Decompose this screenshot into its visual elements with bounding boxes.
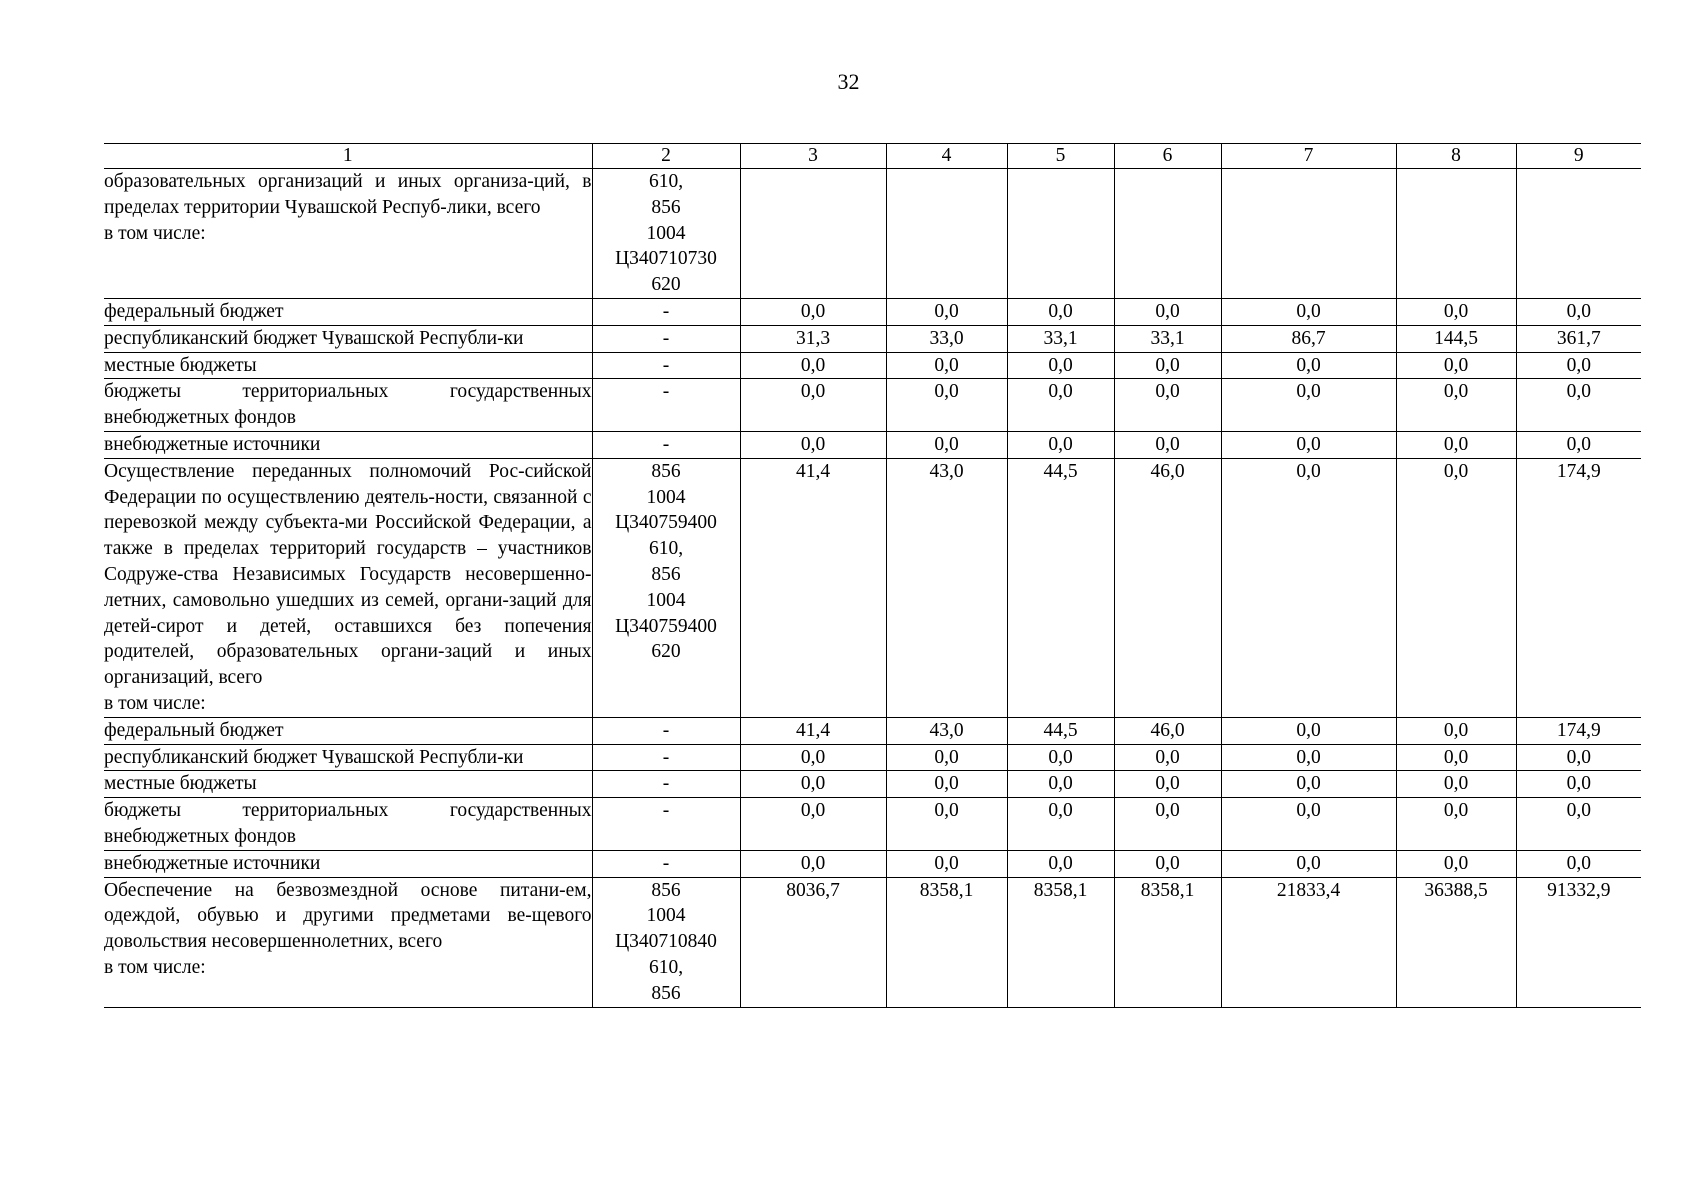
table-row [104, 877, 1641, 1007]
row-value: 0,0 [1114, 298, 1221, 325]
column-number: 3 [740, 144, 886, 169]
row-value: 0,0 [740, 379, 886, 432]
row-name-text: федеральный бюджет [104, 300, 284, 322]
row-value: 0,0 [740, 431, 886, 458]
row-value: 0,0 [740, 298, 886, 325]
row-name [104, 352, 592, 379]
row-value: 0,0 [1007, 352, 1114, 379]
row-value: 0,0 [1007, 298, 1114, 325]
row-name-text: федеральный бюджет [104, 719, 284, 741]
row-value: 33,1 [1114, 325, 1221, 352]
row-name-text: внебюджетные источники [104, 433, 321, 455]
row-value: 0,0 [1114, 771, 1221, 798]
row-value: 174,9 [1516, 717, 1641, 744]
row-value [1221, 169, 1396, 299]
row-value: 0,0 [1516, 744, 1641, 771]
row-value: 33,1 [1007, 325, 1114, 352]
row-name-subtext: в том числе: [104, 222, 206, 244]
row-value: 0,0 [740, 850, 886, 877]
row-value: 43,0 [886, 717, 1007, 744]
row-name [104, 877, 592, 1007]
row-name [104, 169, 592, 299]
row-name-text: местные бюджеты [104, 773, 257, 795]
row-value: 361,7 [1516, 325, 1641, 352]
row-value: 0,0 [1396, 431, 1516, 458]
row-value: 0,0 [1221, 744, 1396, 771]
row-value: 0,0 [1221, 431, 1396, 458]
row-value: 0,0 [740, 744, 886, 771]
row-value: 0,0 [1396, 850, 1516, 877]
row-name-text: республиканский бюджет Чувашской Республи-ки [104, 327, 524, 349]
row-name-text: местные бюджеты [104, 354, 257, 376]
row-value: 0,0 [1396, 458, 1516, 717]
row-value: 0,0 [1396, 379, 1516, 432]
row-value: 44,5 [1007, 717, 1114, 744]
row-code: - [592, 744, 740, 771]
table-row [104, 431, 1641, 458]
column-number: 7 [1221, 144, 1396, 169]
row-value: 43,0 [886, 458, 1007, 717]
row-name-text: республиканский бюджет Чувашской Республи-ки [104, 746, 524, 768]
row-value: 86,7 [1221, 325, 1396, 352]
row-value: 0,0 [1516, 379, 1641, 432]
column-number: 1 [104, 144, 592, 169]
row-value: 0,0 [886, 850, 1007, 877]
row-value: 0,0 [886, 379, 1007, 432]
row-name-subtext: в том числе: [104, 956, 206, 978]
row-name [104, 717, 592, 744]
row-value: 0,0 [1221, 458, 1396, 717]
row-value: 0,0 [740, 352, 886, 379]
column-number: 9 [1516, 144, 1641, 169]
row-value: 144,5 [1396, 325, 1516, 352]
row-value: 21833,4 [1221, 877, 1396, 1007]
row-code: 856 1004 Ц340759400 610, 856 1004 Ц340759400 620 [592, 458, 740, 717]
column-number: 4 [886, 144, 1007, 169]
row-name [104, 431, 592, 458]
row-value: 33,0 [886, 325, 1007, 352]
table-row [104, 850, 1641, 877]
row-code: - [592, 298, 740, 325]
row-code: 856 1004 Ц340710840 610, 856 [592, 877, 740, 1007]
row-value: 0,0 [1007, 744, 1114, 771]
column-number: 5 [1007, 144, 1114, 169]
row-value: 8358,1 [1114, 877, 1221, 1007]
row-value: 0,0 [1221, 298, 1396, 325]
row-value: 0,0 [1396, 298, 1516, 325]
row-value: 91332,9 [1516, 877, 1641, 1007]
table-row [104, 798, 1641, 851]
row-code: - [592, 352, 740, 379]
column-number: 2 [592, 144, 740, 169]
row-name [104, 744, 592, 771]
row-value: 0,0 [1114, 431, 1221, 458]
row-value: 0,0 [1221, 771, 1396, 798]
row-value: 0,0 [886, 431, 1007, 458]
row-name [104, 379, 592, 432]
row-value: 0,0 [1221, 379, 1396, 432]
column-number-row [104, 144, 1641, 169]
row-code: - [592, 771, 740, 798]
row-name-text: Осуществление переданных полномочий Рос-сийской Федерации по осуществлению деятель-ности, связанной с перевозкой между субъекта-ми Российской Федерации, а также в пределах территорий государств – участников Содруже-ства Независимых Государств несовершенно-летних, самовольно ушедших из семей, органи-заций для детей-сирот и детей, оставшихся без попечения родителей, образовательных органи-заций и иных организаций, всего [104, 460, 592, 689]
row-value: 0,0 [886, 798, 1007, 851]
row-name-text: Обеспечение на безвозмездной основе питани-ем, одеждой, обувью и другими предметами ве-щевого довольствия несовершеннолетних, всего [104, 879, 592, 953]
row-value: 0,0 [1114, 352, 1221, 379]
row-value: 0,0 [1007, 798, 1114, 851]
row-value [1114, 169, 1221, 299]
row-name [104, 325, 592, 352]
row-name [104, 458, 592, 717]
row-value: 46,0 [1114, 458, 1221, 717]
row-code: - [592, 325, 740, 352]
row-value: 46,0 [1114, 717, 1221, 744]
row-value [1516, 169, 1641, 299]
row-name-text: внебюджетные источники [104, 852, 321, 874]
row-value: 0,0 [1396, 771, 1516, 798]
page-number: 32 [837, 69, 860, 94]
row-name-text: бюджеты территориальных государственных внебюджетных фондов [104, 800, 592, 847]
row-value: 0,0 [1114, 379, 1221, 432]
column-number: 6 [1114, 144, 1221, 169]
row-name [104, 850, 592, 877]
row-code: - [592, 431, 740, 458]
row-value: 8358,1 [1007, 877, 1114, 1007]
table-body [104, 169, 1641, 1008]
row-value: 0,0 [1396, 798, 1516, 851]
row-value: 0,0 [1516, 771, 1641, 798]
table-row [104, 717, 1641, 744]
row-value [886, 169, 1007, 299]
row-code: 610, 856 1004 Ц340710730 620 [592, 169, 740, 299]
table-row [104, 352, 1641, 379]
table-row [104, 771, 1641, 798]
row-value: 41,4 [740, 458, 886, 717]
row-value: 0,0 [886, 352, 1007, 379]
row-value: 0,0 [1221, 850, 1396, 877]
row-value: 36388,5 [1396, 877, 1516, 1007]
row-value: 0,0 [1114, 744, 1221, 771]
row-value: 0,0 [1007, 431, 1114, 458]
table-row [104, 744, 1641, 771]
row-value [1007, 169, 1114, 299]
row-value: 41,4 [740, 717, 886, 744]
table-row [104, 458, 1641, 717]
row-value: 0,0 [1396, 717, 1516, 744]
row-value: 0,0 [1516, 298, 1641, 325]
row-code: - [592, 850, 740, 877]
table-row [104, 298, 1641, 325]
row-value: 0,0 [1221, 717, 1396, 744]
row-value: 0,0 [1114, 850, 1221, 877]
row-value: 0,0 [886, 771, 1007, 798]
row-value: 0,0 [1516, 850, 1641, 877]
column-number: 8 [1396, 144, 1516, 169]
row-name-text: бюджеты территориальных государственных внебюджетных фондов [104, 381, 592, 429]
row-value: 0,0 [1007, 850, 1114, 877]
row-value: 0,0 [1114, 798, 1221, 851]
row-name-subtext: в том числе: [104, 692, 206, 714]
row-value: 0,0 [1221, 352, 1396, 379]
row-name [104, 798, 592, 851]
row-value [1396, 169, 1516, 299]
table-row [104, 379, 1641, 432]
row-value: 0,0 [1221, 798, 1396, 851]
row-value: 0,0 [1007, 379, 1114, 432]
row-value: 0,0 [886, 298, 1007, 325]
row-code: - [592, 798, 740, 851]
row-value: 0,0 [1396, 352, 1516, 379]
row-value: 0,0 [1516, 798, 1641, 851]
row-value: 0,0 [740, 771, 886, 798]
row-code: - [592, 379, 740, 432]
row-value: 8036,7 [740, 877, 886, 1007]
row-value: 44,5 [1007, 458, 1114, 717]
row-value: 0,0 [740, 798, 886, 851]
row-value: 31,3 [740, 325, 886, 352]
row-value: 0,0 [1007, 771, 1114, 798]
row-value: 0,0 [1396, 744, 1516, 771]
table-row [104, 325, 1641, 352]
budget-table [104, 143, 1641, 1008]
row-name [104, 771, 592, 798]
row-value: 0,0 [1516, 431, 1641, 458]
table-row [104, 169, 1641, 299]
row-value [740, 169, 886, 299]
row-value: 8358,1 [886, 877, 1007, 1007]
row-name-text: образовательных организаций и иных организа-ций, в пределах территории Чувашской Респуб-лики, всего [104, 171, 592, 218]
row-name [104, 298, 592, 325]
row-code: - [592, 717, 740, 744]
row-value: 174,9 [1516, 458, 1641, 717]
row-value: 0,0 [1516, 352, 1641, 379]
row-value: 0,0 [886, 744, 1007, 771]
